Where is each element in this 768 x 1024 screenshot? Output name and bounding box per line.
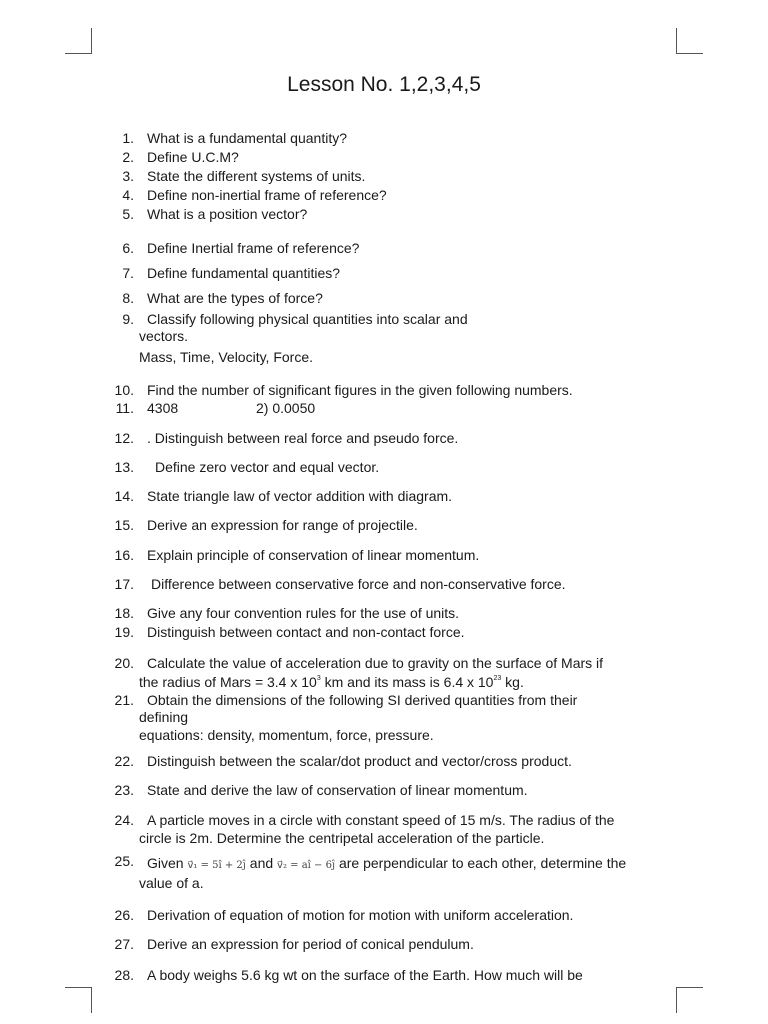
crop-mark-top-left-v xyxy=(91,28,92,53)
question-number: 22. xyxy=(114,753,134,769)
question-text: State the different systems of units. xyxy=(147,168,366,184)
question-text: Define non-inertial frame of reference? xyxy=(147,187,387,203)
crop-mark-bottom-left-v xyxy=(91,987,92,1013)
crop-mark-top-right-v xyxy=(676,28,677,53)
question-number: 28. xyxy=(114,967,134,983)
question-continuation xyxy=(139,673,524,691)
question-number: 21. xyxy=(114,692,134,708)
crop-mark-top-right-h xyxy=(676,53,703,54)
question-text: What are the types of force? xyxy=(147,290,323,306)
question-number: 2. xyxy=(122,149,134,165)
question-text: Define Inertial frame of reference? xyxy=(147,240,360,256)
question-number: 18. xyxy=(114,605,134,621)
question-text: What is a fundamental quantity? xyxy=(147,130,348,146)
question-number: 16. xyxy=(114,547,134,563)
question-text: Obtain the dimensions of the following SI derived quantities from their xyxy=(147,692,578,708)
question-number: 15. xyxy=(114,517,134,533)
exponent: 3 xyxy=(316,675,321,682)
question-text: Distinguish between contact and non-contact force. xyxy=(147,624,465,640)
question-text: Define fundamental quantities? xyxy=(147,265,341,281)
question-text: are perpendicular to each other, determine the xyxy=(335,855,627,871)
question-text: and xyxy=(245,855,278,871)
question-number: 8. xyxy=(122,290,134,306)
question-number: 17. xyxy=(114,576,134,592)
question-number: 14. xyxy=(114,488,134,504)
continuation-text: kg. xyxy=(501,674,524,690)
question-text: . Distinguish between real force and pseudo force. xyxy=(147,430,459,446)
crop-mark-bottom-right-v xyxy=(676,987,677,1013)
question-part: 2) 0.0050 xyxy=(256,400,316,416)
question-text: Given xyxy=(147,855,188,871)
question-number: 23. xyxy=(114,782,134,798)
question-number: 27. xyxy=(114,936,134,952)
question-text: What is a position vector? xyxy=(147,206,308,222)
question-number: 5. xyxy=(122,206,134,222)
question-number: 3. xyxy=(122,168,134,184)
question-text: Distinguish between the scalar/dot product and vector/cross product. xyxy=(147,753,572,769)
question-continuation: value of a. xyxy=(139,875,204,891)
question-continuation: vectors. xyxy=(139,328,189,344)
page-title: Lesson No. 1,2,3,4,5 xyxy=(287,73,481,96)
question-text: Calculate the value of acceleration due to gravity on the surface of Mars if xyxy=(147,655,604,671)
crop-mark-bottom-left-h xyxy=(65,987,92,988)
question-number: 24. xyxy=(114,812,134,828)
question-number: 26. xyxy=(114,907,134,923)
question-text: Define U.C.M? xyxy=(147,149,239,165)
question-continuation: Mass, Time, Velocity, Force. xyxy=(139,349,314,365)
question-number: 25. xyxy=(114,853,134,869)
crop-mark-top-left-h xyxy=(65,53,92,54)
question-text: Define zero vector and equal vector. xyxy=(155,459,380,475)
question-continuation: defining xyxy=(139,709,189,725)
question-continuation: circle is 2m. Determine the centripetal acceleration of the particle. xyxy=(139,830,545,846)
question-text: A body weighs 5.6 kg wt on the surface of the Earth. How much will be xyxy=(147,967,583,983)
question-continuation: equations: density, momentum, force, pressure. xyxy=(139,727,434,743)
crop-mark-bottom-right-h xyxy=(676,987,703,988)
question-number: 1. xyxy=(122,130,134,146)
question-text: Derive an expression for range of projectile. xyxy=(147,517,418,533)
question-number: 7. xyxy=(122,265,134,281)
question-text: Derivation of equation of motion for motion with uniform acceleration. xyxy=(147,907,574,923)
question-text: Classify following physical quantities into scalar and xyxy=(147,311,468,327)
question-number: 19. xyxy=(114,624,134,640)
continuation-text: the radius of Mars = 3.4 x 10 xyxy=(139,674,317,690)
question-text: 4308 xyxy=(147,400,179,416)
vector-v2-formula: v⃗₂ = aî − 6ĵ xyxy=(277,860,336,871)
question-text: State triangle law of vector addition with diagram. xyxy=(147,488,453,504)
question-text: A particle moves in a circle with constant speed of 15 m/s. The radius of the xyxy=(147,812,615,828)
question-text: Difference between conservative force and non-conservative force. xyxy=(151,576,566,592)
exponent: 23 xyxy=(493,675,502,682)
question-number: 9. xyxy=(122,311,134,327)
question-number: 11. xyxy=(115,400,134,416)
question-number: 12. xyxy=(114,430,134,446)
question-text: Find the number of significant figures in the given following numbers. xyxy=(147,382,573,398)
question-text: State and derive the law of conservation of linear momentum. xyxy=(147,782,528,798)
question-text: Explain principle of conservation of linear momentum. xyxy=(147,547,480,563)
continuation-text: km and its mass is 6.4 x 10 xyxy=(320,674,494,690)
question-number: 4. xyxy=(122,187,134,203)
vector-v1-formula: v⃗₁ = 5î + 2ĵ xyxy=(187,860,246,871)
question-number: 13. xyxy=(114,459,134,475)
question-item xyxy=(147,854,626,875)
question-number: 10. xyxy=(114,382,134,398)
question-text: Derive an expression for period of conical pendulum. xyxy=(147,936,474,952)
question-text: Give any four convention rules for the use of units. xyxy=(147,605,460,621)
question-number: 20. xyxy=(114,655,134,671)
question-number: 6. xyxy=(122,240,134,256)
